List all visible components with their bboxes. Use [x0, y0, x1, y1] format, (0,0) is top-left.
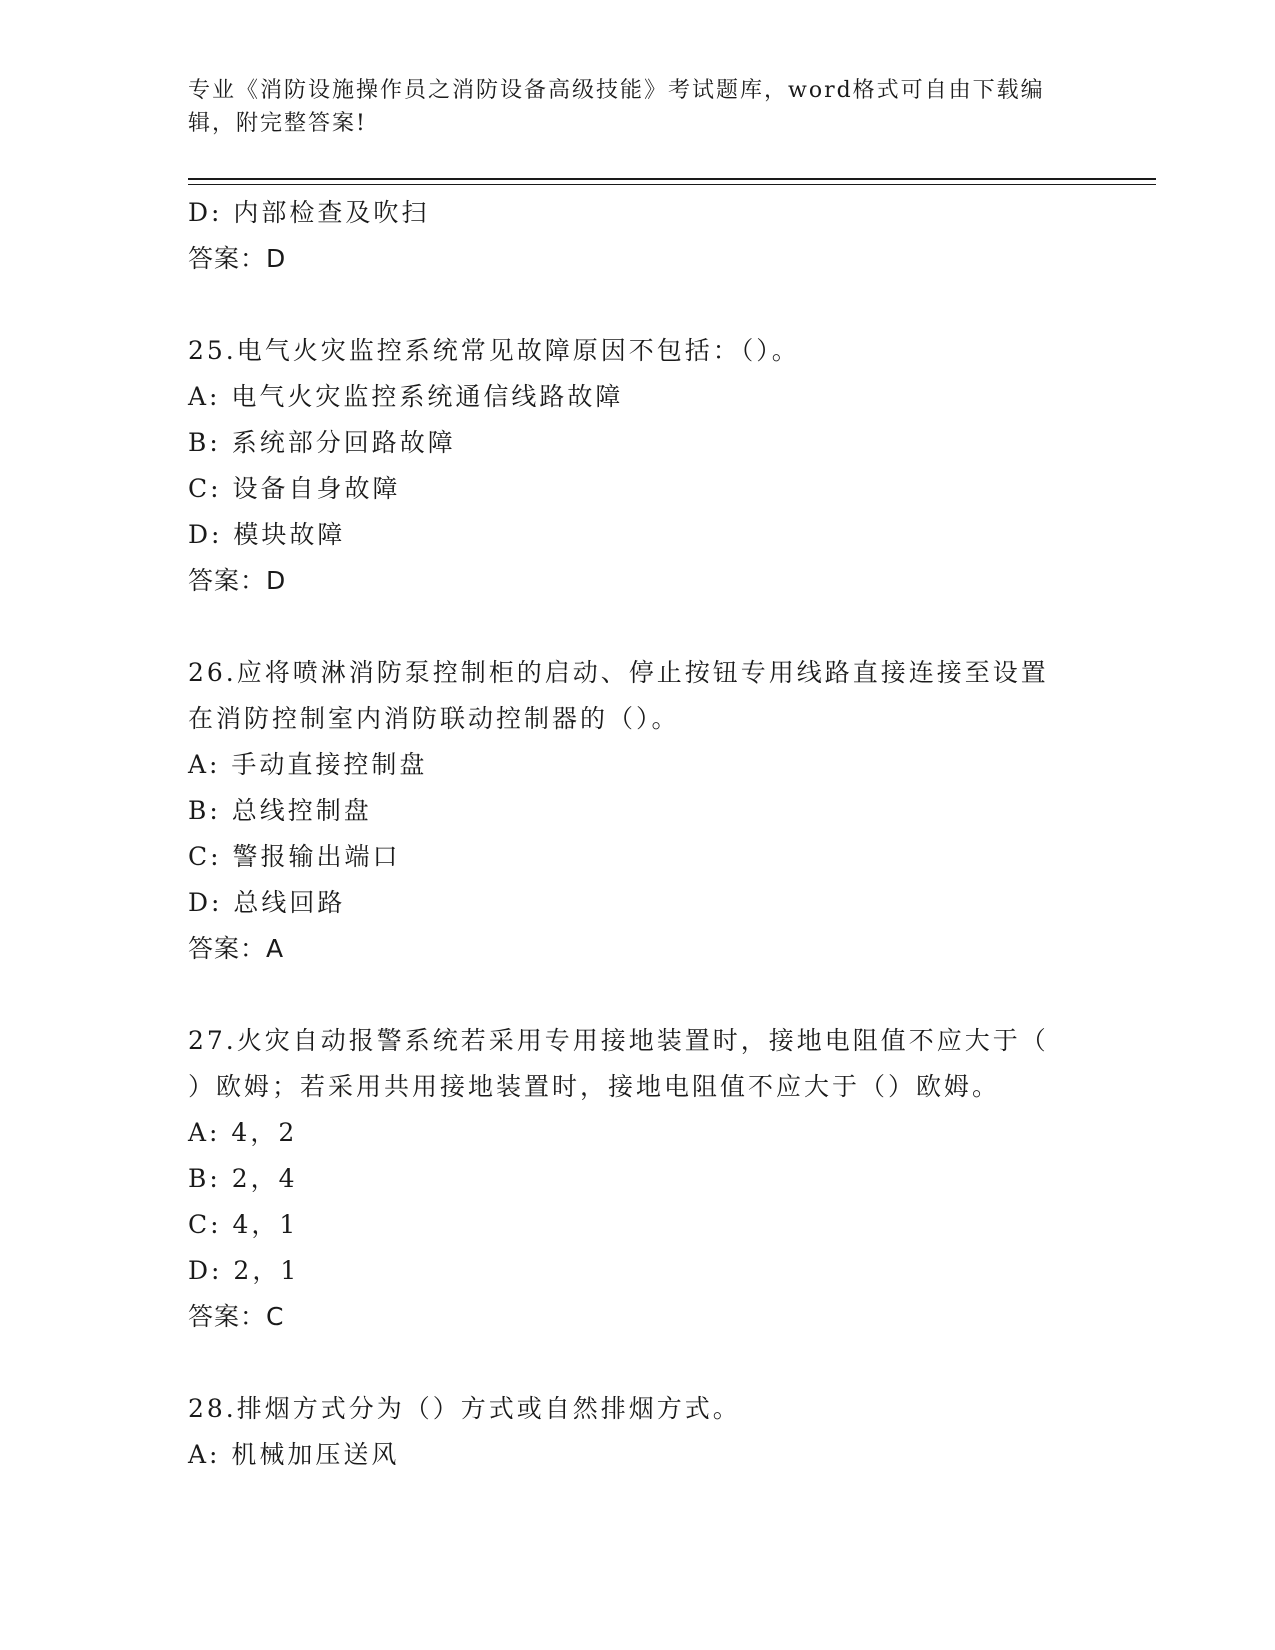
question-stem-line-2: ）欧姆；若采用共用接地装置时，接地电阻值不应大于（）欧姆。 — [188, 1072, 1001, 1101]
option-d: D: 模块故障 — [188, 520, 346, 549]
answer-line: 答案：A — [188, 934, 285, 963]
option-c: C: 4，1 — [188, 1210, 299, 1239]
question-26 — [188, 650, 1088, 972]
option-b: B: 总线控制盘 — [188, 796, 372, 825]
option-a: A: 手动直接控制盘 — [188, 750, 428, 779]
option-b: B: 2，4 — [188, 1164, 298, 1193]
option-c: C: 警报输出端口 — [188, 842, 401, 871]
header-line-2: 辑，附完整答案! — [188, 111, 367, 136]
header-rule-thick — [188, 178, 1156, 180]
option-a: A: 4，2 — [188, 1118, 298, 1147]
document-header — [188, 74, 1068, 140]
spacer — [188, 282, 1088, 328]
header-rule-thin — [188, 184, 1156, 185]
answer-line: 答案：C — [188, 1302, 285, 1331]
spacer — [188, 972, 1088, 1018]
question-stem-line-2: 在消防控制室内消防联动控制器的（）。 — [188, 704, 680, 733]
spacer — [188, 1340, 1088, 1386]
option-d: D: 内部检查及吹扫 — [188, 198, 430, 227]
option-a: A: 电气火灾监控系统通信线路故障 — [188, 382, 624, 411]
option-c: C: 设备自身故障 — [188, 474, 401, 503]
answer-line: 答案：D — [188, 244, 287, 273]
spacer — [188, 604, 1088, 650]
option-d: D: 2，1 — [188, 1256, 300, 1285]
question-fragment — [188, 190, 1088, 282]
question-28 — [188, 1386, 1088, 1478]
question-list — [188, 190, 1088, 1478]
option-d: D: 总线回路 — [188, 888, 346, 917]
option-a: A: 机械加压送风 — [188, 1440, 400, 1469]
question-25 — [188, 328, 1088, 604]
question-stem: 28.排烟方式分为（）方式或自然排烟方式。 — [188, 1394, 741, 1423]
question-stem: 25.电气火灾监控系统常见故障原因不包括：（）。 — [188, 336, 800, 365]
answer-line: 答案：D — [188, 566, 287, 595]
question-stem-line-1: 27.火灾自动报警系统若采用专用接地装置时，接地电阻值不应大于（ — [188, 1026, 1049, 1055]
header-line-1: 专业《消防设施操作员之消防设备高级技能》考试题库，word格式可自由下载编 — [188, 78, 1045, 103]
option-b: B: 系统部分回路故障 — [188, 428, 456, 457]
question-stem-line-1: 26.应将喷淋消防泵控制柜的启动、停止按钮专用线路直接连接至设置 — [188, 658, 1049, 687]
question-27 — [188, 1018, 1088, 1340]
